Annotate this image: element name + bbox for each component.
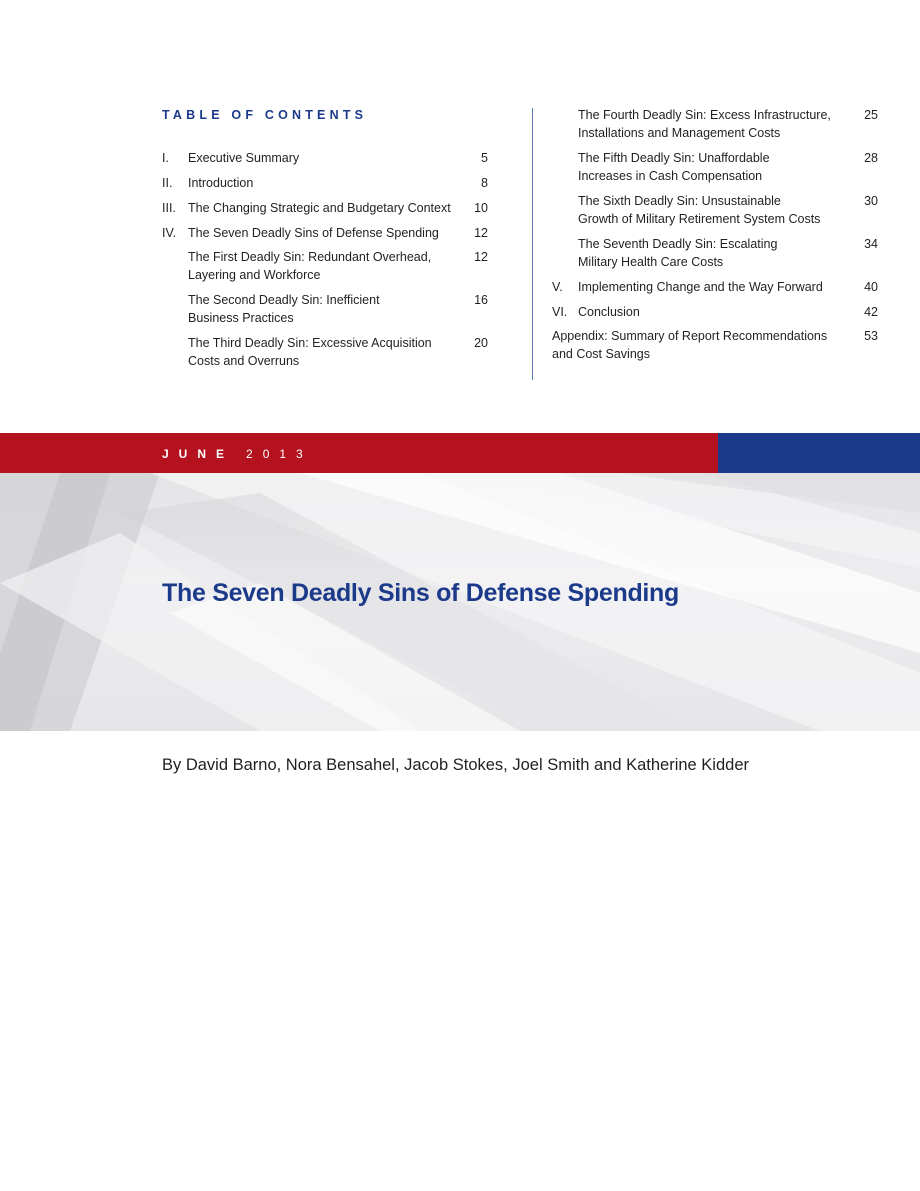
toc-entry-title: The Fifth Deadly Sin: Unaffordable	[578, 151, 770, 165]
toc-entry-page: 12	[474, 250, 488, 264]
toc-entry-title: Conclusion	[578, 305, 640, 319]
report-authors: By David Barno, Nora Bensahel, Jacob Stokes, Joel Smith and Katherine Kidder	[162, 756, 749, 774]
toc-entry-title-line2: Growth of Military Retirement System Costs	[578, 212, 821, 226]
toc-entry-title-line2: Costs and Overruns	[188, 354, 300, 368]
toc-entry-page: 25	[864, 108, 878, 122]
toc-entry-page: 30	[864, 194, 878, 208]
toc-entry-title: Implementing Change and the Way Forward	[578, 280, 823, 294]
toc-entry-number: IV.	[162, 226, 177, 240]
toc-entry-title: Appendix: Summary of Report Recommendations	[552, 329, 828, 343]
toc-entry-title: The Fourth Deadly Sin: Excess Infrastructure,	[578, 108, 831, 122]
banner-red-band	[0, 433, 718, 473]
toc-entry-page: 20	[474, 336, 488, 350]
toc-entry-title: Introduction	[188, 176, 254, 190]
toc-entry-number: III.	[162, 201, 176, 215]
toc-entry-page: 12	[474, 226, 488, 240]
toc-entry-title-line2: Layering and Workforce	[188, 268, 321, 282]
toc-entry-page: 16	[474, 293, 488, 307]
toc-entry-title: Executive Summary	[188, 151, 300, 165]
toc-entry-title-line2: and Cost Savings	[552, 347, 650, 361]
toc-entry-title-line2: Military Health Care Costs	[578, 255, 724, 269]
toc-entry-page: 53	[864, 329, 878, 343]
toc-entry-page: 28	[864, 151, 878, 165]
report-date-year: 2013	[246, 447, 313, 461]
toc-entry-page: 5	[481, 151, 488, 165]
toc-entry-page: 40	[864, 280, 878, 294]
banner-blue-band	[718, 433, 920, 473]
toc-entry-title: The Changing Strategic and Budgetary Context	[188, 201, 451, 215]
toc-entry-number: V.	[552, 280, 563, 294]
toc-entry-title: The First Deadly Sin: Redundant Overhead,	[188, 250, 432, 264]
report-title: The Seven Deadly Sins of Defense Spending	[162, 579, 679, 607]
toc-entry-title: The Seven Deadly Sins of Defense Spending	[188, 226, 439, 240]
toc-entry-page: 8	[481, 176, 488, 190]
toc-entry-title-line2: Business Practices	[188, 311, 294, 325]
toc-entry-number: VI.	[552, 305, 568, 319]
toc-entry-title: The Second Deadly Sin: Inefficient	[188, 293, 380, 307]
toc-entry-title-line2: Installations and Management Costs	[578, 126, 781, 140]
toc-entry-title-line2: Increases in Cash Compensation	[578, 169, 763, 183]
toc-entry-number: II.	[162, 176, 173, 190]
toc-heading: TABLE OF CONTENTS	[162, 108, 368, 122]
toc-entry-page: 42	[864, 305, 878, 319]
toc-entry-number: I.	[162, 151, 169, 165]
toc-entry-title: The Third Deadly Sin: Excessive Acquisition	[188, 336, 432, 350]
column-divider	[532, 108, 533, 380]
report-date-month: JUNE	[162, 447, 235, 461]
toc-entry-title: The Seventh Deadly Sin: Escalating	[578, 237, 778, 251]
report-date	[162, 447, 313, 461]
toc-entry-title: The Sixth Deadly Sin: Unsustainable	[578, 194, 781, 208]
toc-entry-page: 34	[864, 237, 878, 251]
toc-entry-page: 10	[474, 201, 488, 215]
